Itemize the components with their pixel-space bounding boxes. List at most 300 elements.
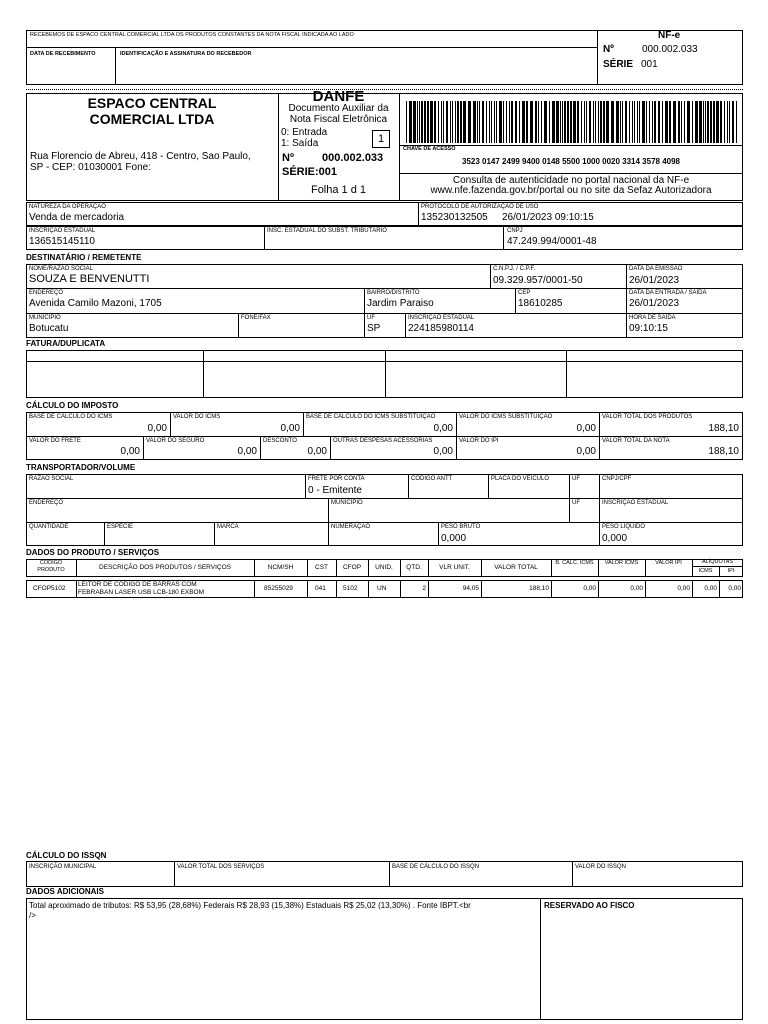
dest-municipio-value: Botucatu bbox=[29, 323, 69, 334]
barcode-bar bbox=[564, 101, 566, 143]
issqn-v1 bbox=[174, 861, 175, 887]
barcode-bar bbox=[573, 101, 576, 143]
produtos-section-title: DADOS DO PRODUTO / SERVIÇOS bbox=[26, 548, 160, 557]
barcode-bar bbox=[707, 101, 709, 143]
barcode-bar bbox=[538, 101, 539, 143]
barcode-bar bbox=[629, 101, 630, 143]
imp-desconto-label: DESCONTO bbox=[263, 438, 297, 444]
dest-municipio-label: MUNICÍPIO bbox=[29, 315, 61, 321]
barcode-bar bbox=[541, 101, 542, 143]
imp-outras-label: OUTRAS DESPESAS ACESSÓRIAS bbox=[333, 438, 433, 444]
natureza-divider bbox=[418, 202, 419, 226]
col-bc-icms: B. CÁLC. ICMS bbox=[555, 560, 594, 566]
barcode-bar bbox=[662, 101, 663, 143]
imp-ipi-value: 0,00 bbox=[576, 446, 596, 457]
barcode-bar bbox=[595, 101, 596, 143]
ph-v11 bbox=[645, 559, 646, 577]
barcode-bar bbox=[482, 101, 484, 143]
barcode bbox=[404, 101, 740, 143]
protocolo-value: 135230132505 bbox=[421, 212, 488, 223]
pr-v5 bbox=[368, 580, 369, 598]
barcode-bar bbox=[584, 101, 585, 143]
item-vlr-unit: 94,05 bbox=[462, 585, 479, 592]
pr-v1 bbox=[76, 580, 77, 598]
danfe-subtitle-2: Nota Fiscal Eletrônica bbox=[289, 114, 388, 125]
barcode-bar bbox=[544, 101, 547, 143]
barcode-bar bbox=[729, 101, 730, 143]
imp-total-nota-value: 188,10 bbox=[708, 446, 739, 457]
barcode-bar bbox=[678, 101, 680, 143]
barcode-bar bbox=[710, 101, 712, 143]
barcode-bar bbox=[699, 101, 702, 143]
dest-uf-value: SP bbox=[367, 323, 381, 334]
imp-ipi-label: VALOR DO IPI bbox=[459, 438, 499, 444]
barcode-bar bbox=[509, 101, 510, 143]
adicionais-texto-2: /> bbox=[29, 911, 36, 920]
barcode-bar bbox=[468, 101, 471, 143]
barcode-bar bbox=[616, 101, 619, 143]
pr-v2 bbox=[254, 580, 255, 598]
danfe-title: DANFE bbox=[312, 88, 365, 105]
barcode-bar bbox=[637, 101, 638, 143]
transp-v-r3c bbox=[328, 522, 329, 546]
imp-total-produtos-value: 188,10 bbox=[708, 423, 739, 434]
transp-hline-1 bbox=[26, 498, 743, 499]
ie-value: 136515145110 bbox=[29, 236, 95, 247]
barcode-bar bbox=[567, 101, 569, 143]
canhoto-serie-label: SÉRIE bbox=[603, 59, 634, 70]
emitente-cnpj-value: 47.249.994/0001-48 bbox=[507, 236, 597, 247]
barcode-bar bbox=[649, 101, 650, 143]
barcode-bar bbox=[724, 101, 725, 143]
dest-bairro-label: BAIRRO/DISTRITO bbox=[367, 290, 420, 296]
canhoto-numero: 000.002.033 bbox=[642, 44, 698, 55]
barcode-bar bbox=[499, 101, 502, 143]
reservado-fisco-label: RESERVADO AO FISCO bbox=[544, 901, 635, 910]
imposto-hline bbox=[26, 436, 743, 437]
barcode-bar bbox=[727, 101, 728, 143]
canhoto-vline bbox=[115, 47, 116, 85]
emitente-endereco-1: Rua Florencio de Abreu, 418 - Centro, Sao Paulo, bbox=[30, 151, 251, 162]
barcode-bar bbox=[417, 101, 418, 143]
emitente-endereco-2: SP - CEP: 01030001 Fone: bbox=[30, 162, 152, 173]
imp-icms-st-label: VALOR DO ICMS SUBSTITUIÇÃO bbox=[459, 414, 553, 420]
col-aliq-ipi: IPI bbox=[727, 568, 735, 574]
issqn-total-label: VALOR TOTAL DOS SERVIÇOS bbox=[177, 864, 265, 870]
barcode-bar bbox=[577, 101, 579, 143]
item-unid: UN bbox=[377, 585, 387, 592]
imp-bc-icms-value: 0,00 bbox=[147, 423, 167, 434]
item-aliq-ipi: 0,00 bbox=[728, 585, 741, 592]
barcode-bar bbox=[443, 101, 444, 143]
issqn-v2 bbox=[389, 861, 390, 887]
barcode-bar bbox=[496, 101, 497, 143]
barcode-bar bbox=[720, 101, 722, 143]
adicionais-box bbox=[26, 898, 743, 1020]
col-valor-total: VALOR TOTAL bbox=[494, 564, 538, 571]
barcode-bar bbox=[598, 101, 599, 143]
natureza-row bbox=[26, 202, 743, 226]
dest-v-r3a bbox=[238, 313, 239, 338]
danfe-numero: 000.002.033 bbox=[322, 152, 384, 164]
barcode-bar bbox=[477, 101, 478, 143]
ph-aliq-hline bbox=[692, 566, 743, 567]
item-cst: 041 bbox=[315, 585, 326, 592]
barcode-bar bbox=[455, 101, 456, 143]
col-vlr-unit: VLR UNIT. bbox=[439, 564, 470, 571]
canhoto-identificacao-label: IDENTIFICAÇÃO E ASSINATURA DO RECEBEDOR bbox=[120, 51, 252, 57]
dest-endereco-value: Avenida Camilo Mazoni, 1705 bbox=[29, 298, 162, 309]
imp-v-r2d bbox=[456, 436, 457, 460]
transp-municipio-label: MUNICÍPIO bbox=[331, 500, 363, 506]
barcode-bar bbox=[589, 101, 591, 143]
barcode-bar bbox=[450, 101, 451, 143]
issqn-valor-label: VALOR DO ISSQN bbox=[575, 864, 626, 870]
barcode-bar bbox=[732, 101, 734, 143]
barcode-bar bbox=[413, 101, 416, 143]
dest-ie-value: 224185980114 bbox=[408, 323, 474, 334]
barcode-bar bbox=[494, 101, 495, 143]
transp-v-uf bbox=[569, 474, 570, 522]
adicionais-texto-1: Total aproximado de tributos: R$ 53,95 (28,68%) Federais R$ 28,93 (15,38%) Estaduais R$ 25,02 (13,30%) . Fonte IBPT.<br bbox=[29, 901, 471, 910]
barcode-bar bbox=[593, 101, 594, 143]
dest-hora-label: HORA DE SAÍDA bbox=[629, 315, 676, 321]
barcode-bar bbox=[695, 101, 698, 143]
imp-frete-label: VALOR DO FRETE bbox=[29, 438, 81, 444]
barcode-bar bbox=[463, 101, 466, 143]
item-aliq-icms: 0,00 bbox=[704, 585, 717, 592]
barcode-bar bbox=[560, 101, 561, 143]
barcode-bar bbox=[491, 101, 492, 143]
col-codigo: CÓDIGO PRODUTO bbox=[37, 560, 65, 573]
emitente-nome-1: ESPACO CENTRAL bbox=[87, 95, 217, 111]
imp-v-r1a bbox=[170, 412, 171, 436]
issqn-bc-label: BASE DE CÁLCULO DO ISSQN bbox=[392, 864, 480, 870]
barcode-bar bbox=[654, 101, 656, 143]
barcode-bar bbox=[673, 101, 676, 143]
issqn-v3 bbox=[572, 861, 573, 887]
barcode-bar bbox=[658, 101, 660, 143]
imp-v-r2b bbox=[260, 436, 261, 460]
danfe-tipo-box: 1 bbox=[372, 130, 390, 148]
barcode-bar bbox=[586, 101, 587, 143]
imp-icms-st-value: 0,00 bbox=[576, 423, 596, 434]
imposto-section-title: CÁLCULO DO IMPOSTO bbox=[26, 401, 119, 410]
item-descricao-1: LEITOR DE CODIGO DE BARRAS COM bbox=[78, 581, 197, 588]
pr-v4 bbox=[336, 580, 337, 598]
col-aliq-icms: ICMS bbox=[698, 568, 713, 574]
barcode-bar bbox=[519, 101, 520, 143]
chave-valor: 3523 0147 2499 9400 0148 5500 1000 0020 3314 3578 4098 bbox=[462, 157, 680, 166]
barcode-bar bbox=[703, 101, 704, 143]
transportador-section-title: TRANSPORTADOR/VOLUME bbox=[26, 463, 136, 472]
barcode-bar bbox=[409, 101, 412, 143]
protocolo-label: PROTOCOLO DE AUTORIZAÇÃO DE USO bbox=[421, 204, 539, 210]
transp-peso-liquido-value: 0,000 bbox=[602, 533, 628, 544]
dest-endereco-label: ENDEREÇO bbox=[29, 290, 64, 296]
item-valor-total: 188,10 bbox=[529, 585, 549, 592]
barcode-bar bbox=[419, 101, 420, 143]
imp-v-right bbox=[599, 412, 600, 460]
imp-v-r2c bbox=[330, 436, 331, 460]
emitente-nome-2: COMERCIAL LTDA bbox=[89, 111, 215, 127]
barcode-bar bbox=[441, 101, 442, 143]
barcode-bar bbox=[473, 101, 476, 143]
transp-cnpj-label: CNPJ/CPF bbox=[602, 476, 632, 482]
barcode-bar bbox=[406, 101, 407, 143]
transp-v-right bbox=[599, 474, 600, 546]
barcode-bar bbox=[515, 101, 517, 143]
dest-cnpj-value: 09.329.957/0001-50 bbox=[493, 275, 583, 286]
transp-endereco-label: ENDEREÇO bbox=[29, 500, 64, 506]
barcode-bar bbox=[625, 101, 627, 143]
col-qtd: QTD. bbox=[406, 564, 422, 571]
danfe-entrada: 0: Entrada bbox=[281, 127, 328, 138]
fatura-v3 bbox=[566, 350, 567, 398]
danfe-folha: Folha 1 d 1 bbox=[310, 184, 367, 196]
dest-bairro-value: Jardim Paraiso bbox=[367, 298, 434, 309]
item-codigo: CFOP5102 bbox=[33, 585, 66, 592]
chave-consulta-1: Consulta de autenticidade no portal nacional da NF-e bbox=[452, 175, 690, 186]
barcode-bar bbox=[489, 101, 490, 143]
danfe-subtitle-1: Documento Auxiliar da bbox=[288, 103, 389, 114]
transp-quantidade-label: QUANTIDADE bbox=[29, 524, 69, 530]
imp-outras-value: 0,00 bbox=[433, 446, 453, 457]
imp-total-produtos-label: VALOR TOTAL DOS PRODUTOS bbox=[602, 414, 693, 420]
imp-total-nota-label: VALOR TOTAL DA NOTA bbox=[602, 438, 670, 444]
barcode-bar bbox=[503, 101, 504, 143]
dest-v-r2b bbox=[515, 288, 516, 313]
barcode-bar bbox=[669, 101, 671, 143]
transp-v-r3b bbox=[214, 522, 215, 546]
pr-v3 bbox=[307, 580, 308, 598]
dest-fone-label: FONE/FAX bbox=[241, 315, 271, 321]
barcode-bar bbox=[716, 101, 719, 143]
issqn-section-title: CÁLCULO DO ISSQN bbox=[26, 851, 107, 860]
barcode-bar bbox=[434, 101, 436, 143]
barcode-bar bbox=[687, 101, 690, 143]
canhoto-data-recebimento-label: DATA DE RECEBIMENTO bbox=[30, 51, 96, 57]
transp-v-r1b bbox=[408, 474, 409, 498]
barcode-bar bbox=[511, 101, 513, 143]
transp-v-r1a bbox=[305, 474, 306, 498]
barcode-bar bbox=[562, 101, 563, 143]
barcode-bar bbox=[446, 101, 448, 143]
transp-v-r1c bbox=[488, 474, 489, 498]
barcode-bar bbox=[452, 101, 453, 143]
barcode-bar bbox=[632, 101, 633, 143]
header-hline2 bbox=[399, 173, 743, 174]
canhoto-recebemos: RECEBEMOS DE ESPACO CENTRAL COMERCIAL LTDA OS PRODUTOS CONSTANTES DA NOTA FISCAL INDICADA AO LADO bbox=[30, 32, 354, 38]
barcode-bar bbox=[684, 101, 685, 143]
barcode-bar bbox=[713, 101, 715, 143]
natureza-label: NATUREZA DA OPERAÇÃO bbox=[29, 204, 106, 210]
barcode-bar bbox=[634, 101, 635, 143]
barcode-bar bbox=[646, 101, 647, 143]
dest-v-r1a bbox=[490, 264, 491, 288]
item-ncm: 85255029 bbox=[264, 585, 293, 592]
ph-v10 bbox=[598, 559, 599, 577]
barcode-bar bbox=[421, 101, 423, 143]
dest-cep-value: 18610285 bbox=[518, 298, 563, 309]
fatura-section-title: FATURA/DUPLICATA bbox=[26, 339, 106, 348]
barcode-bar bbox=[620, 101, 621, 143]
dest-entrada-value: 26/01/2023 bbox=[629, 298, 680, 309]
canhoto-numero-label: Nº bbox=[603, 44, 614, 55]
barcode-bar bbox=[642, 101, 645, 143]
barcode-bar bbox=[430, 101, 433, 143]
canhoto-nfe-label: NF-e bbox=[658, 30, 681, 41]
barcode-bar bbox=[549, 101, 550, 143]
transp-v-r3a bbox=[104, 522, 105, 546]
barcode-bar bbox=[457, 101, 459, 143]
dest-v-right bbox=[626, 264, 627, 338]
imp-v-r2a bbox=[143, 436, 144, 460]
canhoto-divider bbox=[597, 30, 598, 85]
danfe-numero-label: Nº bbox=[282, 152, 294, 164]
barcode-bar bbox=[652, 101, 653, 143]
transp-razao-label: RAZÃO SOCIAL bbox=[29, 476, 74, 482]
barcode-bar bbox=[427, 101, 429, 143]
imp-icms-value: 0,00 bbox=[280, 423, 300, 434]
transp-v-r3d bbox=[438, 522, 439, 546]
dest-v-r3b bbox=[364, 313, 365, 338]
dest-emissao-value: 26/01/2023 bbox=[629, 275, 680, 286]
danfe-saida: 1: Saída bbox=[281, 138, 319, 149]
item-valor-ipi: 0,00 bbox=[677, 585, 690, 592]
barcode-bar bbox=[570, 101, 572, 143]
barcode-bar bbox=[530, 101, 533, 143]
transp-uf-label: UF bbox=[572, 476, 580, 482]
dest-hline-2 bbox=[26, 313, 743, 314]
barcode-bar bbox=[736, 101, 737, 143]
dest-uf-label: UF bbox=[367, 315, 375, 321]
ph-v9 bbox=[551, 559, 552, 577]
barcode-bar bbox=[424, 101, 426, 143]
fatura-v1 bbox=[203, 350, 204, 398]
protocolo-data: 26/01/2023 09:10:15 bbox=[502, 212, 594, 223]
imp-v-r1c bbox=[456, 412, 457, 436]
col-unid: UNID. bbox=[375, 564, 393, 571]
transp-numeracao-label: NUMERAÇÃO bbox=[331, 524, 371, 530]
imp-icms-label: VALOR DO ICMS bbox=[173, 414, 221, 420]
imp-bc-st-value: 0,00 bbox=[433, 423, 453, 434]
issqn-box bbox=[26, 861, 743, 887]
imp-v-r1b bbox=[303, 412, 304, 436]
issqn-im-label: INSCRIÇÃO MUNICIPAL bbox=[29, 864, 97, 870]
barcode-bar bbox=[665, 101, 668, 143]
canhoto-hline bbox=[26, 47, 597, 48]
adicionais-divider bbox=[540, 898, 541, 1020]
dest-entrada-label: DATA DA ENTRADA / SAÍDA bbox=[629, 290, 707, 296]
dest-v-r3c bbox=[405, 313, 406, 338]
dest-v-r2a bbox=[364, 288, 365, 313]
dest-cep-label: CEP bbox=[518, 290, 531, 296]
canhoto-serie: 001 bbox=[641, 59, 658, 70]
barcode-bar bbox=[639, 101, 640, 143]
ie-st-label: INSC. ESTADUAL DO SUBST. TRIBUTÁRIO bbox=[267, 228, 387, 234]
dest-emissao-label: DATA DA EMISSÃO bbox=[629, 266, 683, 272]
transp-peso-bruto-value: 0,000 bbox=[441, 533, 467, 544]
item-descricao-2: FEBRABAN LASER USB LCB-180 EXBOM bbox=[78, 589, 205, 596]
dest-hline-1 bbox=[26, 288, 743, 289]
imp-bc-icms-label: BASE DE CÁLCULO DO ICMS bbox=[29, 414, 113, 420]
item-cfop: 5102 bbox=[343, 585, 358, 592]
natureza-value: Venda de mercadoria bbox=[29, 212, 125, 223]
item-valor-icms: 0,00 bbox=[630, 585, 643, 592]
barcode-bar bbox=[552, 101, 555, 143]
dest-nome-value: SOUZA E BENVENUTTI bbox=[29, 273, 150, 285]
imp-bc-st-label: BASE DE CÁLCULO DO ICMS SUBSTITUIÇÃO bbox=[306, 414, 436, 420]
barcode-bar bbox=[611, 101, 614, 143]
destinatario-section-title: DESTINATÁRIO / REMETENTE bbox=[26, 253, 142, 262]
imp-seguro-label: VALOR DO SEGURO bbox=[146, 438, 205, 444]
fatura-v2 bbox=[385, 350, 386, 398]
barcode-bar bbox=[681, 101, 682, 143]
col-ncm: NCM/SH bbox=[267, 564, 294, 571]
item-qtd: 2 bbox=[422, 585, 426, 592]
transportador-box bbox=[26, 474, 743, 546]
barcode-bar bbox=[622, 101, 623, 143]
col-cst: CST bbox=[315, 564, 328, 571]
transp-placa-label: PLACA DO VEÍCULO bbox=[491, 476, 550, 482]
dest-ie-label: INSCRIÇÃO ESTADUAL bbox=[408, 315, 475, 321]
transp-ie-label: INSCRIÇÃO ESTADUAL bbox=[602, 500, 669, 506]
dest-hora-value: 09:10:15 bbox=[629, 323, 668, 334]
barcode-bar bbox=[556, 101, 559, 143]
dest-cnpj-label: C.N.P.J. / C.P.F. bbox=[493, 266, 536, 272]
emitente-cnpj-label: CNPJ bbox=[507, 228, 523, 234]
col-aliquotas: ALÍQUOTAS bbox=[701, 559, 734, 565]
barcode-bar bbox=[522, 101, 525, 143]
barcode-bar bbox=[479, 101, 480, 143]
barcode-bar bbox=[460, 101, 462, 143]
barcode-bar bbox=[692, 101, 693, 143]
adicionais-section-title: DADOS ADICIONAIS bbox=[26, 887, 104, 896]
ie-label: INSCRIÇÃO ESTADUAL bbox=[29, 228, 96, 234]
ie-divider-2 bbox=[503, 226, 504, 250]
col-cfop: CFOP bbox=[342, 564, 362, 571]
transp-frete-value: 0 - Emitente bbox=[308, 485, 362, 496]
barcode-bar bbox=[600, 101, 602, 143]
imp-frete-value: 0,00 bbox=[120, 446, 140, 457]
barcode-bar bbox=[603, 101, 605, 143]
transp-uf2-label: UF bbox=[572, 500, 580, 506]
barcode-bar bbox=[438, 101, 439, 143]
imp-desconto-value: 0,00 bbox=[307, 446, 327, 457]
col-valor-icms: VALOR ICMS bbox=[604, 560, 639, 566]
barcode-bar bbox=[506, 101, 507, 143]
chave-label: CHAVE DE ACESSO bbox=[403, 146, 456, 152]
chave-consulta-2: www.nfe.fazenda.gov.br/portal ou no site da Sefaz Autorizadora bbox=[430, 185, 712, 196]
dest-nome-label: NOME/RAZÃO SOCIAL bbox=[29, 266, 94, 272]
transp-peso-liquido-label: PESO LÍQUIDO bbox=[602, 524, 646, 530]
danfe-serie: SÉRIE:001 bbox=[282, 166, 338, 178]
barcode-bar bbox=[705, 101, 706, 143]
barcode-bar bbox=[526, 101, 528, 143]
barcode-bar bbox=[486, 101, 487, 143]
transp-especie-label: ESPÉCIE bbox=[107, 524, 134, 530]
col-descricao: DESCRIÇÃO DOS PRODUTOS / SERVIÇOS bbox=[99, 564, 231, 571]
barcode-bar bbox=[581, 101, 582, 143]
transp-marca-label: MARCA bbox=[217, 524, 239, 530]
ie-divider-1 bbox=[264, 226, 265, 250]
transp-frete-label: FRETE POR CONTA bbox=[308, 476, 365, 482]
transp-antt-label: CÓDIGO ANTT bbox=[411, 476, 453, 482]
item-bc-icms: 0,00 bbox=[583, 585, 596, 592]
col-valor-ipi: VALOR IPI bbox=[655, 560, 682, 566]
transp-v-r2a bbox=[328, 498, 329, 522]
